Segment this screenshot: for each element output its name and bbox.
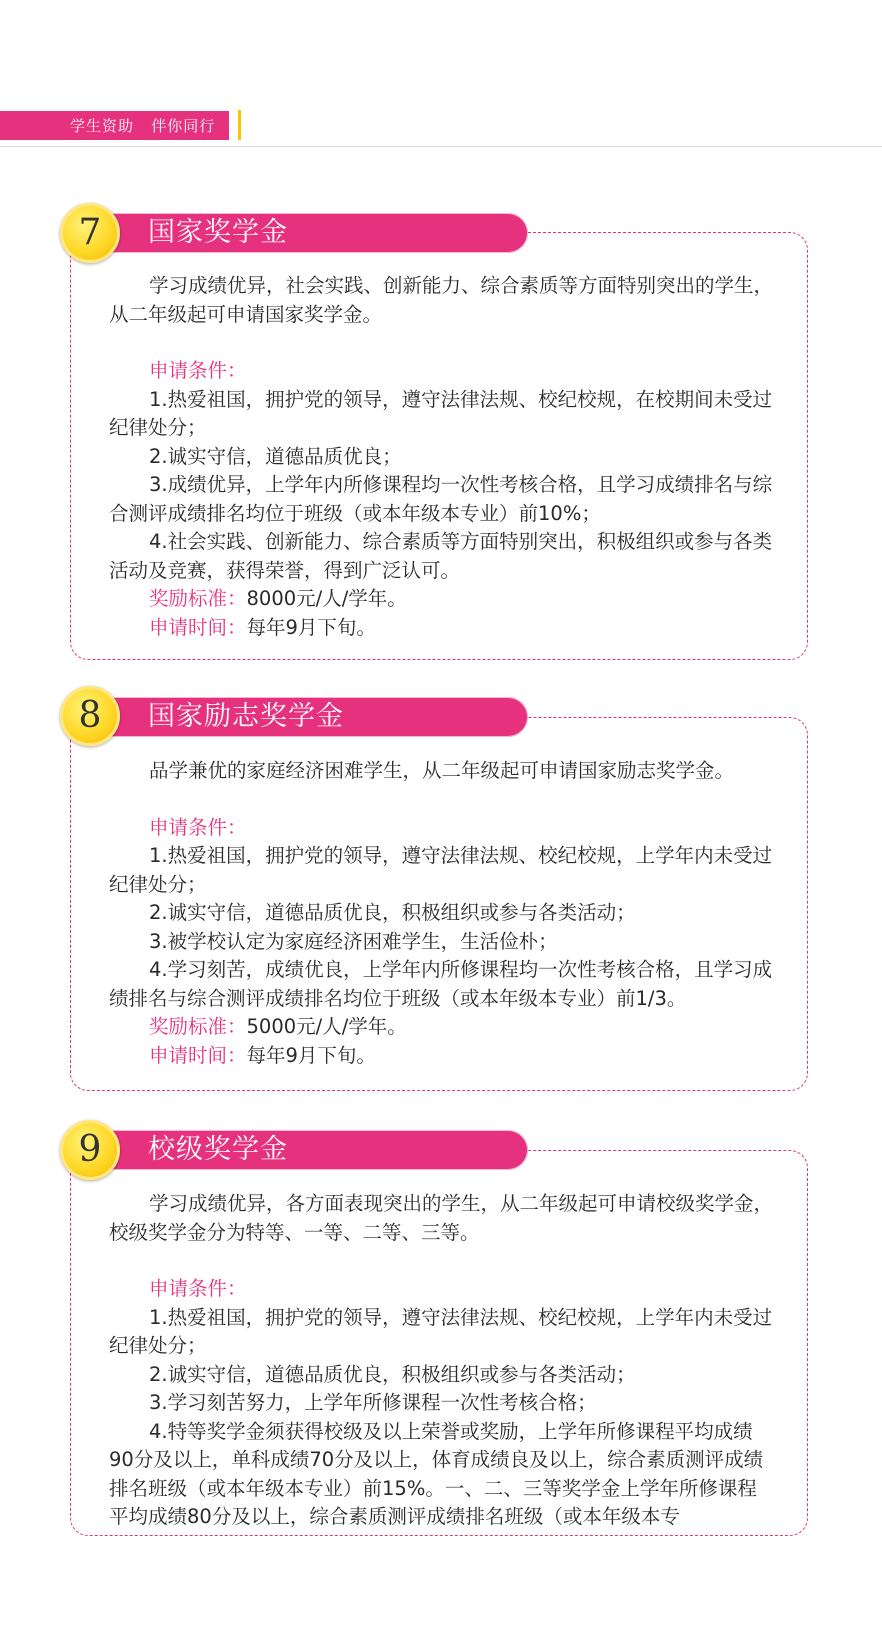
section-9-body <box>109 1190 773 1532</box>
section-8-time-value: 每年9月下旬。 <box>246 1043 376 1067</box>
section-9-title: 校级奖学金 <box>148 1134 288 1165</box>
section-9-condition-1: 1.热爱祖国，拥护党的领导，遵守法律法规、校纪校规，上学年内未受过纪律处分； <box>109 1305 773 1357</box>
section-7-condition-1: 1.热爱祖国，拥护党的领导，遵守法律法规、校纪校规，在校期间未受过纪律处分； <box>109 387 773 439</box>
section-9-intro: 学习成绩优异，各方面表现突出的学生，从二年级起可申请校级奖学金，校级奖学金分为特等、一等、二等、三等。 <box>109 1192 774 1244</box>
section-7-condition-4: 4.社会实践、创新能力、综合素质等方面特别突出，积极组织或参与各类活动及竞赛，获得荣誉，得到广泛认可。 <box>109 530 773 582</box>
header-divider <box>0 146 882 147</box>
header-accent-bar <box>238 110 241 140</box>
section-9-number-badge: 9 <box>60 1120 120 1180</box>
section-7-intro: 学习成绩优异，社会实践、创新能力、综合素质等方面特别突出的学生，从二年级起可申请国家奖学金。 <box>109 274 774 326</box>
section-8-award-line <box>109 1013 773 1042</box>
section-9-condition-2: 2.诚实守信，道德品质优良，积极组织或参与各类活动； <box>149 1362 636 1386</box>
section-8-award-label: 奖励标准： <box>149 1015 247 1038</box>
section-8-conditions-label: 申请条件： <box>149 815 247 839</box>
section-8-award-value: 5000元/人/学年。 <box>246 1015 407 1038</box>
section-7-condition-2: 2.诚实守信，道德品质优良； <box>149 444 402 468</box>
section-7-body <box>109 272 773 642</box>
section-9-condition-3: 3.学习刻苦努力，上学年所修课程一次性考核合格； <box>149 1391 597 1414</box>
section-7-award-line <box>109 585 773 614</box>
section-7-time-label: 申请时间： <box>149 615 247 639</box>
section-8-title: 国家励志奖学金 <box>148 701 344 732</box>
section-8-condition-1: 1.热爱祖国，拥护党的领导，遵守法律法规、校纪校规，上学年内未受过纪律处分； <box>109 844 773 896</box>
section-9-conditions-label: 申请条件： <box>149 1277 247 1300</box>
section-7-condition-3: 3.成绩优异，上学年内所修课程均一次性考核合格，且学习成绩排名与综合测评成绩排名均位于班级（或本年级本专业）前10%； <box>109 473 773 525</box>
header-title: 学生资助 伴你同行 <box>70 117 216 135</box>
section-7-title: 国家奖学金 <box>148 217 288 248</box>
section-7-conditions-label: 申请条件： <box>149 359 247 382</box>
section-7-award-label: 奖励标准： <box>149 587 247 610</box>
section-7-award-value: 8000元/人/学年。 <box>246 587 407 610</box>
section-7-number-badge: 7 <box>60 203 120 263</box>
section-8-body <box>109 757 773 1070</box>
section-7-time-value: 每年9月下旬。 <box>246 615 376 639</box>
section-8-time-line <box>109 1042 773 1071</box>
section-8-condition-2: 2.诚实守信，道德品质优良，积极组织或参与各类活动； <box>149 901 636 924</box>
section-8-number-badge: 8 <box>60 686 120 746</box>
section-8-condition-3: 3.被学校认定为家庭经济困难学生，生活俭朴； <box>149 929 558 953</box>
section-9-condition-4: 4.特等奖学金须获得校级及以上荣誉或奖励，上学年所修课程平均成绩90分及以上，单科成绩70分及以上，体育成绩良及以上，综合素质测评成绩排名班级（或本年级本专业）前15%。一、二、三等奖学金上学年所修课程平均成绩80分及以上，综合素质测评成绩排名班级（或本年级本专 <box>109 1419 764 1528</box>
section-8-intro: 品学兼优的家庭经济困难学生，从二年级起可申请国家励志奖学金。 <box>149 759 735 782</box>
section-8-condition-4: 4.学习刻苦，成绩优良，上学年内所修课程均一次性考核合格，且学习成绩排名与综合测评成绩排名均位于班级（或本年级本专业）前1/3。 <box>109 958 773 1010</box>
section-7-time-line <box>109 614 773 643</box>
section-8-time-label: 申请时间： <box>149 1043 247 1067</box>
